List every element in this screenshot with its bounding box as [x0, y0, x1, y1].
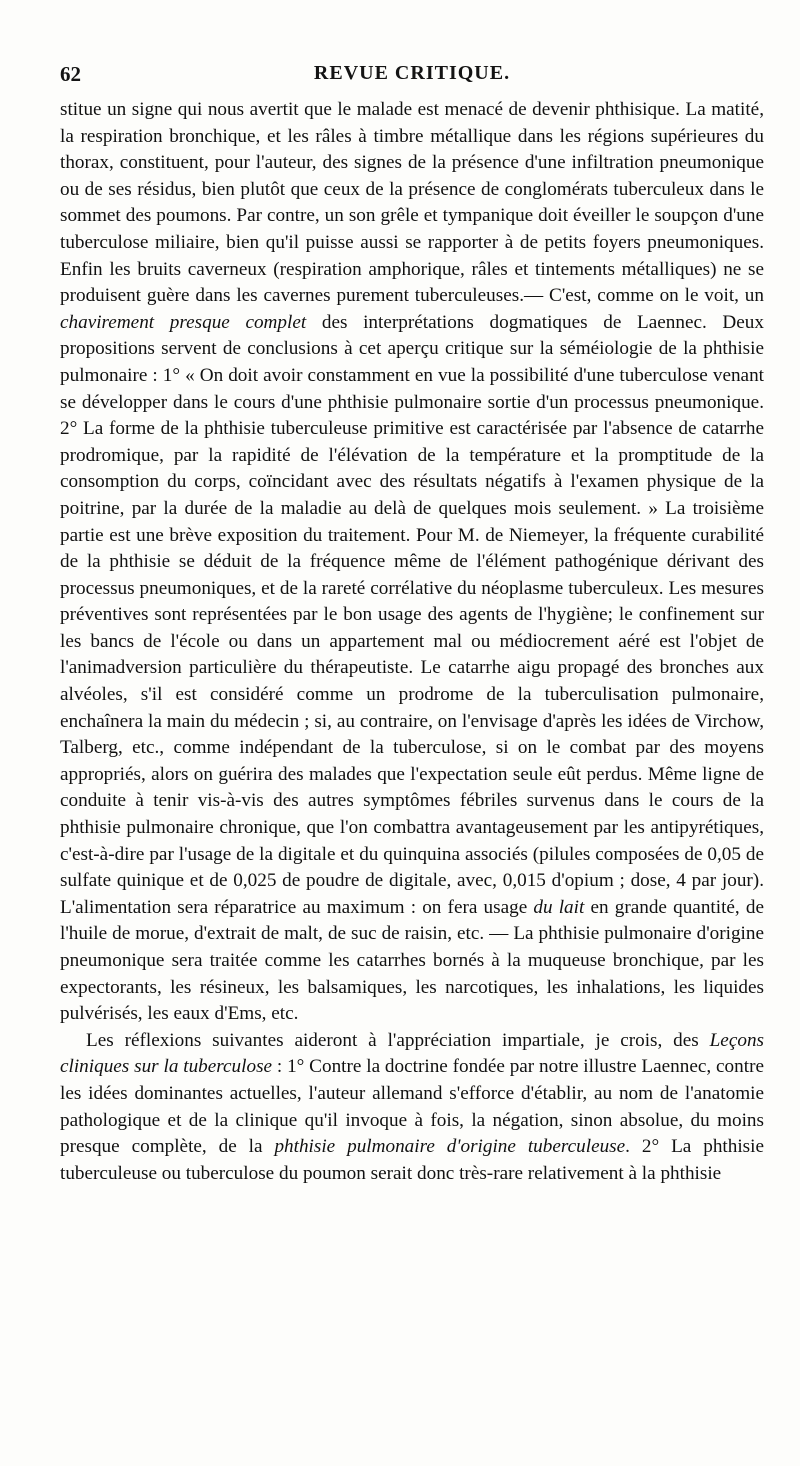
page-number: 62	[60, 62, 81, 86]
text-run: . 2° La phthisie tuberculeuse ou tuberculose du poumon serait donc très-rare relativement à la phthisie	[60, 1136, 764, 1184]
text-run: Les réflexions suivantes aideront à l'appréciation impartiale, je crois, des	[86, 1029, 710, 1051]
italic-phrase: chavirement presque complet	[60, 311, 307, 333]
text-run: des interprétations dogmatiques de Laennec. Deux propositions servent de conclusions à cet aperçu critique sur la séméiologie de la phthisie pulmonaire : 1° « On doit avoir constamment en vue la possibilité d'une tuberculose venant se développer dans le cours d'une phthisie pulmonaire sortie d'un processus pneumonique. 2° La forme de la phthisie tuberculeuse primitive est caractérisée par l'absence de catarrhe prodromique, par la rapidité de l'élévation de la température et la promptitude de la consomption du corps, coïncidant avec des résultats négatifs à l'examen physique de la poitrine, par la durée de la maladie au delà de quelques mois seulement. » La troisième partie est une brève exposition du traitement. Pour M. de Niemeyer, la fréquente curabilité de la phthisie se déduit de la fréquence même de l'élément pathogénique dérivant des processus pneumoniques, et de la rareté corrélative du néoplasme tuberculeux. Les mesures préventives sont représentées par le bon usage des agents de l'hygiène; le confinement sur les bancs de l'école ou dans un appartement mal ou médiocrement aéré est l'objet de l'animadversion particulière du thérapeutiste. Le catarrhe aigu propagé des bronches aux alvéoles, s'il est considéré comme un prodrome de la tuberculisation pulmonaire, enchaînera la main du médecin ; si, au contraire, on l'envisage d'après les idées de Virchow, Talberg, etc., comme indépendant de la tuberculose, si on le combat par des moyens appropriés, alors on guérira des malades que l'expectation seule eût perdus. Même ligne de conduite à tenir vis-à-vis des autres symptômes fébriles survenus dans le cours de la phthisie pulmonaire chronique, que l'on combattra avantageusement par les antipyrétiques, c'est-à-dire par l'usage de la digitale et du quinquina associés (pilules composées de 0,05 de sulfate quinique et de 0,025 de poudre de digitale, avec, 0,015 d'opium ; dose, 4 par jour). L'alimentation sera réparatrice au maximum : on fera usage	[60, 311, 764, 918]
italic-phrase: phthisie pulmonaire d'origine tuberculeuse	[274, 1136, 626, 1158]
running-head	[60, 62, 764, 92]
body-text	[60, 97, 764, 1187]
running-title: REVUE CRITIQUE.	[313, 62, 511, 84]
italic-book-title: Leçons cliniques sur la tuberculose	[60, 1029, 764, 1078]
text-run: stitue un signe qui nous avertit que le malade est menacé de devenir phthisique. La matité, la respiration bronchique, et les râles à timbre métallique dans les régions supérieures du thorax, constituent, pour l'auteur, des signes de la présence d'une infiltration pneumonique ou de ses résidus, bien plutôt que ceux de la présence de conglomérats tuberculeux dans le sommet des poumons. Par contre, un son grêle et tympanique doit éveiller le soupçon d'une tuberculose miliaire, bien qu'il puisse aussi se rapporter à de petits foyers pneumoniques. Enfin les bruits caverneux (respiration amphorique, râles et tintements métalliques) ne se produisent guère dans les cavernes purement tuberculeuses.— C'est, comme on le voit, un	[60, 99, 764, 307]
text-run: : 1° Contre la doctrine fondée par notre illustre Laennec, contre les idées dominantes actuelles, l'auteur allemand s'efforce d'établir, au nom de l'anatomie pathologique et de la clinique qu'il invoque à fois, la négation, sinon absolue, du moins presque complète, de la	[60, 1056, 764, 1158]
italic-phrase: du lait	[533, 896, 585, 918]
paragraph	[60, 1028, 764, 1188]
text-run: en grande quantité, de l'huile de morue, d'extrait de malt, de suc de raisin, etc. — La phthisie pulmonaire d'origine pneumonique sera traitée comme les catarrhes bornés à la muqueuse bronchique, par les expectorants, les résineux, les balsamiques, les narcotiques, les inhalations, les liquides pulvérisés, les eaux d'Ems, etc.	[60, 896, 764, 1025]
paragraph-continued	[60, 97, 764, 1028]
